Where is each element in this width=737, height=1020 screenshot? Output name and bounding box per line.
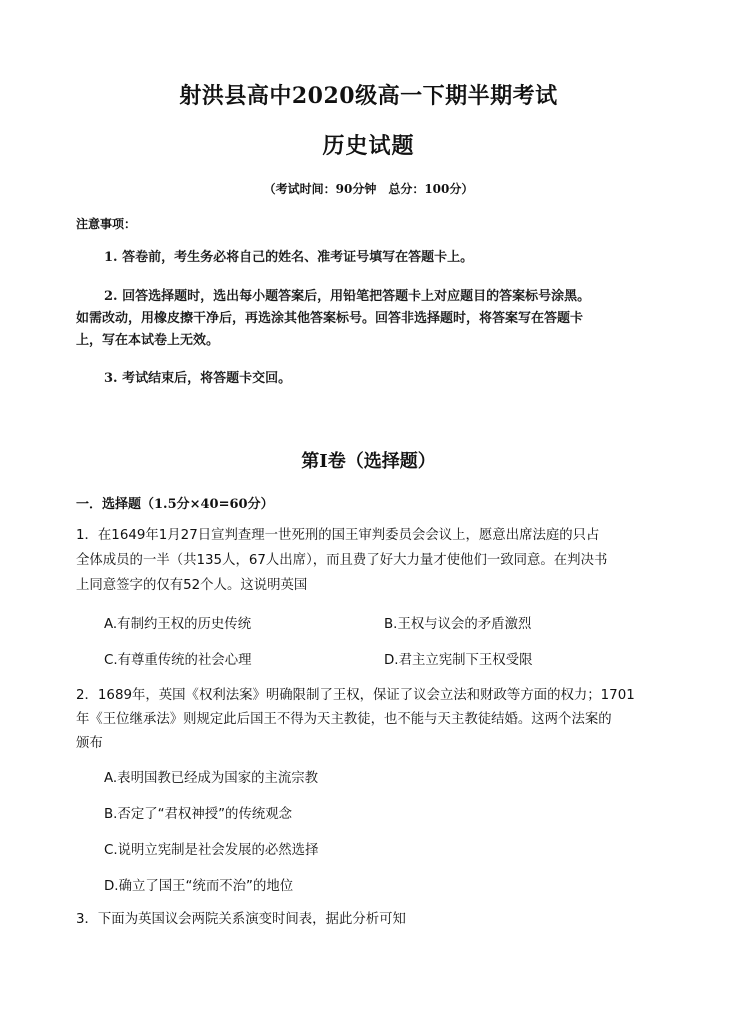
question-1-line-2: 全体成员的一半（共135人，67人出席），而且费了好大力量才使他们一致同意。在判决书 — [76, 553, 608, 568]
exam-title: 射洪县高中2020级高一下期半期考试 — [179, 83, 558, 109]
question-2-line-2: 年《王位继承法》则规定此后国王不得为天主教徒，也不能与天主教徒结婚。这两个法案的 — [76, 712, 612, 727]
question-1-option-b: B.王权与议会的矛盾激烈 — [384, 617, 532, 632]
question-2-option-a: A.表明国教已经成为国家的主流宗教 — [104, 771, 319, 786]
note-3: 3. 考试结束后，将答题卡交回。 — [104, 371, 292, 386]
question-1-option-d: D.君主立宪制下王权受限 — [384, 653, 533, 668]
question-2-option-d: D.确立了国王“统而不治”的地位 — [104, 879, 294, 894]
note-2-line-3: 上，写在本试卷上无效。 — [76, 333, 220, 348]
note-2-line-1: 2. 回答选择题时，选出每小题答案后，用铅笔把答题卡上对应题目的答案标号涂黑。 — [104, 289, 591, 304]
note-1: 1. 答卷前，考生务必将自己的姓名、准考证号填写在答题卡上。 — [104, 250, 474, 265]
question-2-option-c: C.说明立宪制是社会发展的必然选择 — [104, 843, 319, 858]
subject-title: 历史试题 — [322, 133, 415, 159]
question-1-option-a: A.有制约王权的历史传统 — [104, 617, 252, 632]
question-2-option-b: B.否定了“君权神授”的传统观念 — [104, 807, 293, 822]
note-2-line-2: 如需改动，用橡皮擦干净后，再选涂其他答案标号。回答非选择题时，将答案写在答题卡 — [76, 311, 584, 326]
notes-heading: 注意事项： — [76, 217, 137, 231]
exam-meta: （考试时间：90分钟 总分：100分） — [263, 182, 474, 196]
part-heading: 一．选择题（1.5分×40=60分） — [76, 497, 274, 512]
question-2-line-3: 颁布 — [76, 736, 103, 751]
question-3-line-1: 3．下面为英国议会两院关系演变时间表，据此分析可知 — [76, 912, 406, 927]
question-1-line-3: 上同意签字的仅有52个人。这说明英国 — [76, 578, 308, 593]
question-1-line-1: 1．在1649年1月27日宣判查理一世死刑的国王审判委员会会议上，愿意出席法庭的只占 — [76, 528, 600, 543]
question-2-line-1: 2．1689年，英国《权利法案》明确限制了王权，保证了议会立法和财政等方面的权力；1701 — [76, 688, 635, 703]
section-title: 第Ⅰ卷（选择题） — [301, 451, 436, 472]
question-1-option-c: C.有尊重传统的社会心理 — [104, 653, 252, 668]
